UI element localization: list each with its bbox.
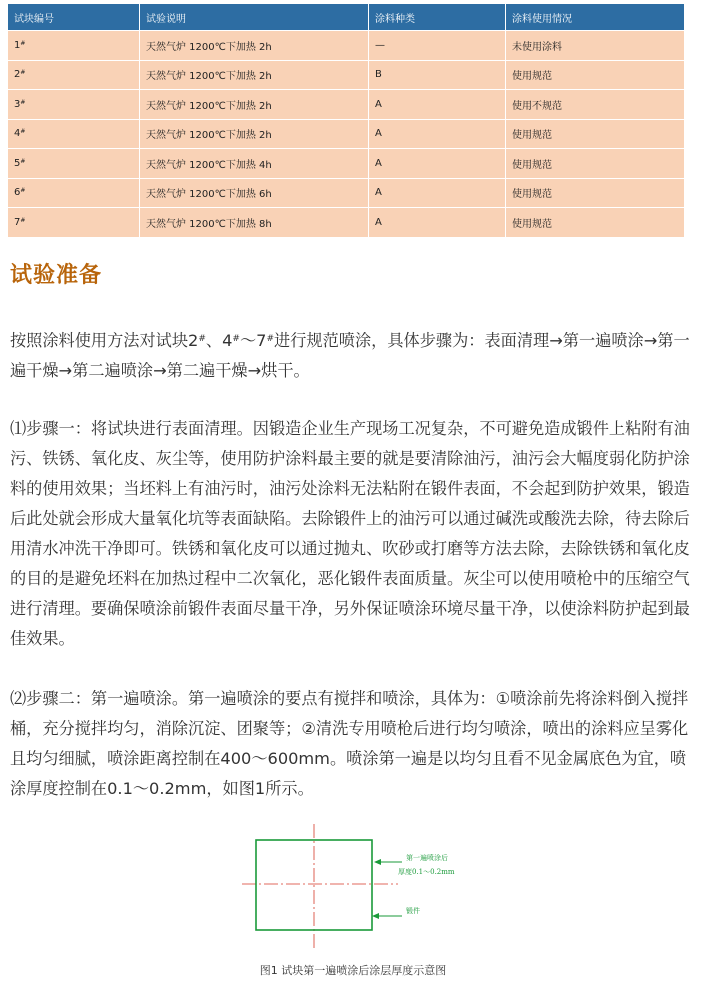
cell-id: [8, 61, 140, 90]
section-heading: 试验准备: [10, 263, 103, 288]
figure-caption: 图1 试块第一遍喷涂后涂层厚度示意图: [259, 964, 447, 977]
intro-sup-3: #: [266, 334, 275, 344]
intro-sup-1: #: [198, 334, 206, 344]
test-table: [8, 4, 684, 237]
cell-coating: B: [369, 61, 506, 90]
coating-label-line2: 厚度0.1～0.2mm: [398, 868, 455, 876]
cell-desc: 天然气炉 1200℃下加热 2h: [140, 120, 369, 149]
header-cell-desc: 试验说明: [140, 4, 369, 30]
cell-id-mark: #: [20, 216, 26, 224]
coating-arrow-head: [374, 859, 381, 865]
table-row: [8, 148, 684, 178]
table-row: [8, 89, 684, 119]
cell-usage: 使用不规范: [512, 100, 562, 112]
cell-id-number: 4: [14, 128, 21, 140]
cell-coating: A: [369, 90, 506, 119]
cell-id-number: 7: [14, 216, 21, 228]
cell-id-mark: #: [20, 157, 26, 165]
header-cell-coating: 涂料种类: [369, 4, 506, 30]
coating-diagram-svg: [236, 820, 476, 950]
cell-id-number: 3: [14, 98, 21, 110]
cell-id-number: 6: [14, 187, 21, 199]
part-label: 锻件: [406, 907, 420, 915]
cell-id-mark: #: [20, 98, 26, 106]
cell-id-number: 1: [14, 39, 21, 51]
intro-text-c: ～7: [239, 331, 267, 350]
table-row: [8, 60, 684, 90]
table-row: [8, 30, 684, 60]
intro-paragraph: [10, 326, 690, 386]
cell-id-mark: #: [20, 187, 26, 195]
coating-diagram: [236, 820, 476, 950]
cell-id: [8, 120, 140, 149]
step1-paragraph: ⑴步骤一：将试块进行表面清理。因锻造企业生产现场工况复杂，不可避免造成锻件上粘附有油污、铁锈、氧化皮、灰尘等，使用防护涂料最主要的就是要清除油污，油污会大幅度弱化防护涂料的使用效果；当坯料上有油污时，油污处涂料无法粘附在锻件表面，不会起到防护效果，锻造后此处就会形成大量氧化坑等表面缺陷。去除锻件上的油污可以通过碱洗或酸洗去除，待去除后用清水冲洗干净即可。铁锈和氧化皮可以通过抛丸、吹砂或打磨等方法去除，去除铁锈和氧化皮的目的是避免坯料在加热过程中二次氧化，恶化锻件表面质量。灰尘可以使用喷枪中的压缩空气进行清理。要确保喷涂前锻件表面尽量干净，另外保证喷涂环境尽量干净，以使涂料防护起到最佳效果。: [10, 419, 690, 648]
cell-usage: 使用规范: [512, 189, 552, 201]
intro-text-d: 进行规范喷涂，具体步骤为：表面清理→第一遍喷涂→第一遍干燥→第二遍喷涂→第二遍干燥→烘干。: [10, 331, 690, 380]
cell-coating: A: [369, 149, 506, 178]
cell-coating: —: [369, 31, 506, 60]
cell-coating: A: [369, 179, 506, 208]
header-cell-usage: 涂料使用情况: [512, 13, 572, 25]
step2-paragraph: ⑵步骤二：第一遍喷涂。第一遍喷涂的要点有搅拌和喷涂，具体为：①喷涂前先将涂料倒入搅拌桶，充分搅拌均匀，消除沉淀、团聚等；②清洗专用喷枪后进行均匀喷涂，喷出的涂料应呈雾化且均匀细腻，喷涂距离控制在400～600mm。喷涂第一遍是以均匀且看不见金属底色为宜，喷涂厚度控制在0.1～0.2mm，如图1所示。: [10, 689, 689, 798]
part-arrow-head: [372, 913, 379, 919]
cell-usage: 使用规范: [512, 218, 552, 230]
cell-id-number: 5: [14, 157, 21, 169]
cell-desc: 天然气炉 1200℃下加热 4h: [140, 149, 369, 178]
intro-text-b: 、4: [205, 331, 233, 350]
cell-id: [8, 90, 140, 119]
cell-usage: 未使用涂料: [512, 41, 562, 53]
cell-desc: 天然气炉 1200℃下加热 8h: [140, 208, 369, 237]
cell-usage: 使用规范: [512, 130, 552, 142]
intro-sup-2: #: [232, 334, 240, 344]
table-row: [8, 119, 684, 149]
cell-desc: 天然气炉 1200℃下加热 6h: [140, 179, 369, 208]
table-row: [8, 207, 684, 237]
cell-id-mark: #: [20, 128, 26, 136]
intro-text-a: 按照涂料使用方法对试块2: [10, 331, 199, 350]
table-header-row: [8, 4, 684, 30]
header-cell-id: 试块编号: [8, 4, 140, 30]
cell-id: [8, 31, 140, 60]
cell-usage: 使用规范: [512, 71, 552, 83]
table-row: [8, 178, 684, 208]
cell-id: [8, 179, 140, 208]
cell-coating: A: [369, 120, 506, 149]
cell-coating: A: [369, 208, 506, 237]
cell-id-mark: #: [20, 69, 26, 77]
cell-id: [8, 208, 140, 237]
cell-id-mark: #: [20, 39, 26, 47]
cell-id-number: 2: [14, 69, 21, 81]
cell-desc: 天然气炉 1200℃下加热 2h: [140, 31, 369, 60]
cell-desc: 天然气炉 1200℃下加热 2h: [140, 90, 369, 119]
cell-id: [8, 149, 140, 178]
coating-label-line1: 第一遍喷涂后: [406, 854, 448, 862]
cell-desc: 天然气炉 1200℃下加热 2h: [140, 61, 369, 90]
cell-usage: 使用规范: [512, 159, 552, 171]
